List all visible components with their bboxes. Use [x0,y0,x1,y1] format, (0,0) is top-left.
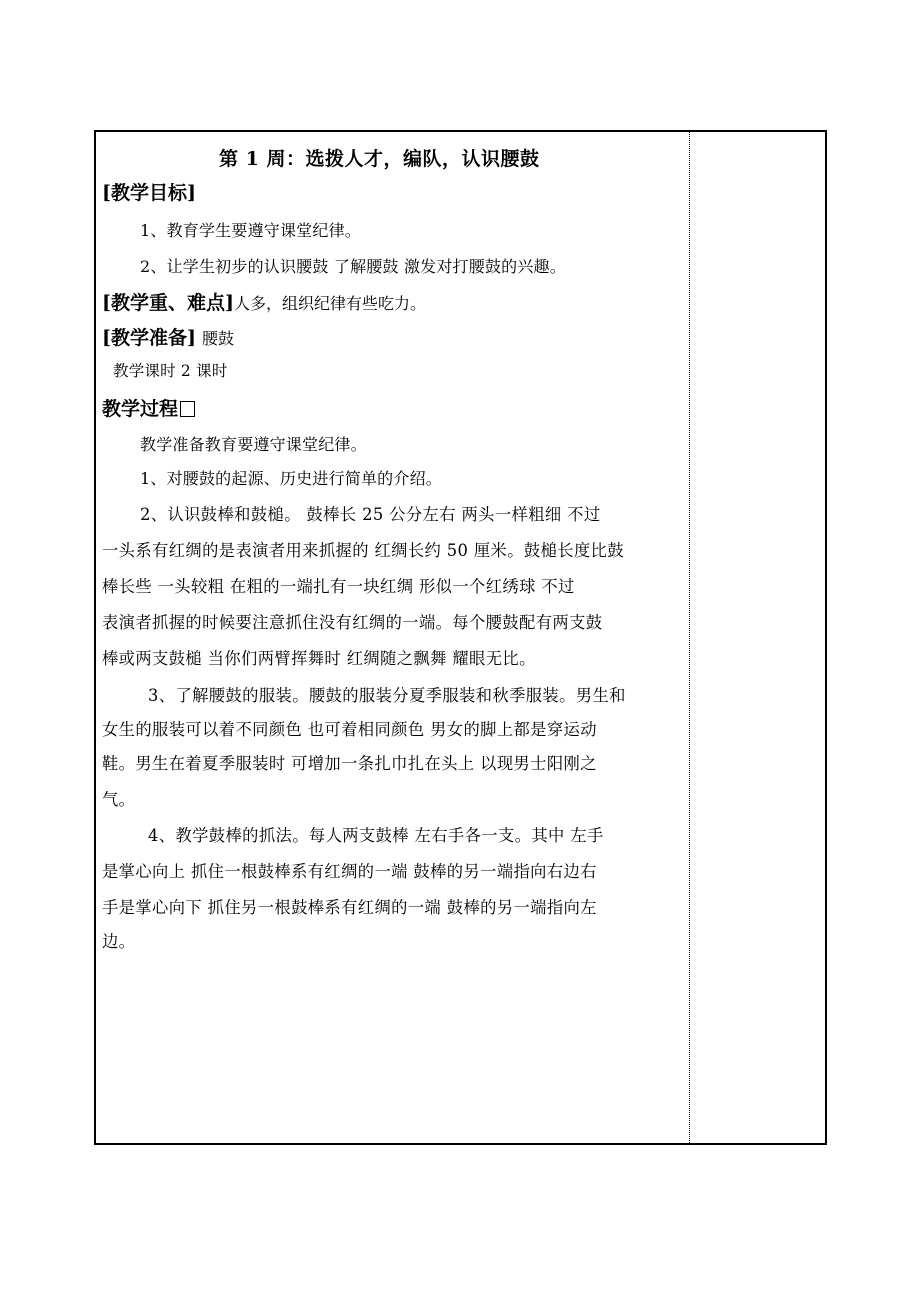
key-points-row [102,288,426,315]
table-column-divider [689,132,690,1143]
objective-item-1: 1、教育学生要遵守课堂纪律。 [140,221,361,240]
preparation-text: 腰鼓 [201,329,234,348]
lesson-table-border [94,130,827,1145]
process-item-3-line: 3、了解腰鼓的服装。腰鼓的服装分夏季服装和秋季服装。男生和 [148,686,626,705]
process-item-2-line: 2、认识鼓棒和鼓槌。 鼓棒长 25 公分左右 两头一样粗细 不过 [140,505,601,524]
key-points-heading: [教学重、难点] [102,292,234,314]
process-item-4-line: 4、教学鼓棒的抓法。每人两支鼓棒 左右手各一支。其中 左手 [148,826,604,845]
process-item-4-line: 是掌心向上 抓住一根鼓棒系有红绸的一端 鼓棒的另一端指向右边右 [102,862,597,881]
process-item-4-line: 手是掌心向下 抓住另一根鼓棒系有红绸的一端 鼓棒的另一端指向左 [102,898,597,917]
preparation-heading: [教学准备] [102,327,196,349]
process-item-3-line: 鞋。男生在着夏季服装时 可增加一条扎巾扎在头上 以现男士阳刚之 [102,754,597,773]
checkbox-glyph-icon [180,401,195,417]
process-intro: 教学准备教育要遵守课堂纪律。 [140,435,367,454]
process-item-2-line: 一头系有红绸的是表演者用来抓握的 红绸长约 50 厘米。鼓槌长度比鼓 [102,541,625,560]
objective-item-2: 2、让学生初步的认识腰鼓 了解腰鼓 激发对打腰鼓的兴趣。 [140,257,566,276]
lesson-hours: 教学课时 2 课时 [113,362,228,380]
process-item-4-line: 边。 [102,932,136,951]
process-item-2-line: 棒或两支鼓槌 当你们两臂挥舞时 红绸随之飘舞 耀眼无比。 [102,649,536,668]
process-item-2-line: 表演者抓握的时候要注意抓住没有红绸的一端。每个腰鼓配有两支鼓 [102,613,603,632]
process-item-3-line: 女生的服装可以着不同颜色 也可着相同颜色 男女的脚上都是穿运动 [102,720,597,739]
key-points-text: 人多，组织纪律有些吃力。 [233,294,426,313]
process-heading: 教学过程 [102,398,179,420]
process-item-2-line: 棒长些 一头较粗 在粗的一端扎有一块红绸 形似一个红绣球 不过 [102,577,575,596]
lesson-title: 第 1 周：选拨人才，编队，认识腰鼓 [219,148,540,170]
objectives-heading: [教学目标] [102,182,196,204]
process-item-1: 1、对腰鼓的起源、历史进行简单的介绍。 [140,469,442,488]
process-heading-row [102,394,195,421]
preparation-row [102,323,234,350]
process-item-3-line: 气。 [102,790,136,809]
